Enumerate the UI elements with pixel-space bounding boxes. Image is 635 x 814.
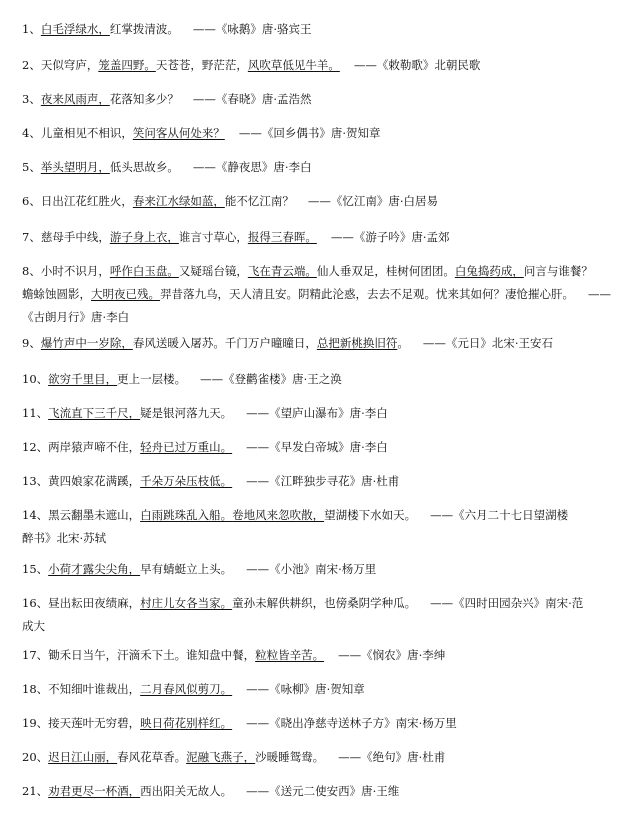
poem-item-12: 12、两岸猿声啼不住，轻舟已过万重山。 ——《早发白帝城》唐·李白 [22,440,388,454]
poem-item-2: 2、天似穹庐，笼盖四野。天苍苍，野茫茫，风吹草低见牛羊。 ——《敕勒歌》北朝民歌 [22,58,481,72]
poem-item-10: 10、欲穷千里目，更上一层楼。 ——《登鹳雀楼》唐·王之涣 [22,372,342,386]
poem-item-8: 8、小时不识月，呼作白玉盘。又疑瑶台镜，飞在青云端。仙人垂双足，桂树何团团。白兔捣药成，问言与谁餐？ 蟾蜍蚀圆影，大明夜已残。羿昔落九乌，天人清且安。阴精此沦惑，去去不足观。忧来其如何？凄怆摧心肝。 ——《古朗月行》唐·李白 [22,264,611,324]
poem-item-18: 18、不知细叶谁裁出，二月春风似剪刀。 ——《咏柳》唐·贺知章 [22,682,365,696]
poem-item-7: 7、慈母手中线，游子身上衣，谁言寸草心，报得三春晖。 ——《游子吟》唐·孟郊 [22,230,450,244]
poem-item-4: 4、儿童相见不相识，笑问客从何处来？ ——《回乡偶书》唐·贺知章 [22,126,381,140]
poem-item-9: 9、爆竹声中一岁除，春风送暖入屠苏。千门万户曈曈日，总把新桃换旧符。 ——《元日》北宋·王安石 [22,336,553,350]
poem-item-19: 19、接天莲叶无穷碧，映日荷花别样红。 ——《晓出净慈寺送林子方》南宋·杨万里 [22,716,457,730]
poem-item-17: 17、锄禾日当午，汗滴禾下土。谁知盘中餐，粒粒皆辛苦。 ——《悯农》唐·李绅 [22,648,446,662]
poem-item-11: 11、飞流直下三千尺，疑是银河落九天。 ——《望庐山瀑布》唐·李白 [22,406,388,420]
poem-item-1: 1、白毛浮绿水，红掌拨清波。 ——《咏鹅》唐·骆宾王 [22,22,312,36]
poem-item-21: 21、劝君更尽一杯酒，西出阳关无故人。 ——《送元二使安西》唐·王维 [22,784,400,798]
poem-item-3: 3、夜来风雨声，花落知多少？ ——《春晓》唐·孟浩然 [22,92,312,106]
poem-item-20: 20、迟日江山丽，春风花草香。泥融飞燕子，沙暖睡鸳鸯。 ——《绝句》唐·杜甫 [22,750,446,764]
poem-item-6: 6、日出江花红胜火，春来江水绿如蓝，能不忆江南？ ——《忆江南》唐·白居易 [22,194,438,208]
poem-item-14: 14、黑云翻墨未遮山，白雨跳珠乱入船。卷地风来忽吹散，望湖楼下水如天。 ——《六月二十七日望湖楼 醉书》北宋·苏轼 [22,508,569,545]
poem-item-16: 16、昼出耘田夜绩麻，村庄儿女各当家。童孙未解供耕织，也傍桑阴学种瓜。 ——《四时田园杂兴》南宋·范 成大 [22,596,584,633]
poem-item-5: 5、举头望明月，低头思故乡。 ——《静夜思》唐·李白 [22,160,312,174]
poem-item-13: 13、黄四娘家花满蹊，千朵万朵压枝低。 ——《江畔独步寻花》唐·杜甫 [22,474,400,488]
poem-item-15: 15、小荷才露尖尖角，早有蜻蜓立上头。 ——《小池》南宋·杨万里 [22,562,377,576]
